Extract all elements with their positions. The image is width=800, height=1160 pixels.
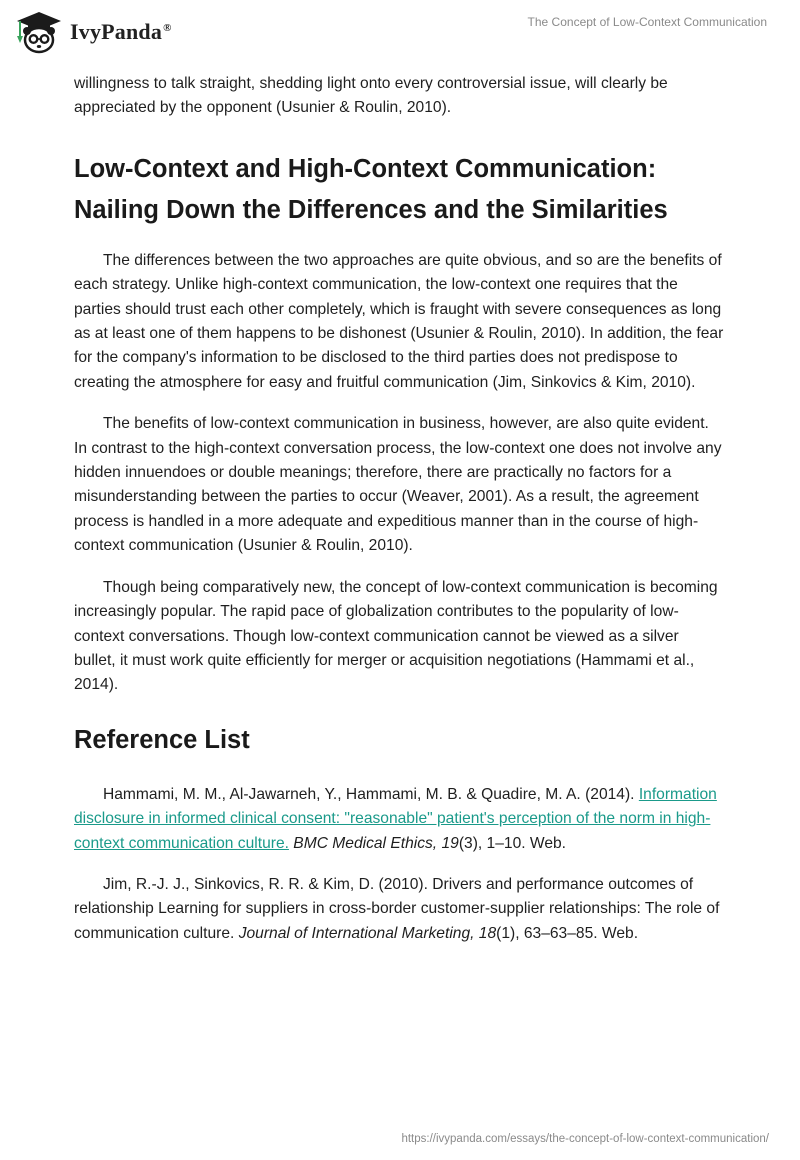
footer-url: https://ivypanda.com/essays/the-concept-of-low-context-communication/ <box>401 1133 769 1145</box>
panda-graduate-icon <box>14 10 64 54</box>
reference-tail: (1), 63–63–85. Web. <box>496 924 639 942</box>
reference-authors: Jim, R.-J. J., Sinkovics, R. R. & Kim, D. (2010). Drivers and performance outcomes of relationship Learning for suppliers in cross-border customer-supplier relationships: The role of communication culture. <box>74 875 720 942</box>
reference-journal: Journal of International Marketing, 18 <box>238 924 497 942</box>
reference-entry <box>74 873 724 946</box>
page-header <box>0 0 800 62</box>
reference-tail: (3), 1–10. Web. <box>458 834 567 852</box>
reference-entry <box>74 783 724 856</box>
body-paragraph: The benefits of low-context communication in business, however, are also quite evident. In contrast to the high-context conversation process, the low-context one does not involve any hidden innuendoes or double meanings; therefore, there are practically no factors for a misunderstanding between the parties to occur (Weaver, 2001). As a result, the agreement process is handled in a more adequate and expeditious manner than in the course of high-context communication (Usunier & Roulin, 2010). <box>74 415 722 555</box>
brand-name: IvyPanda® <box>70 19 172 44</box>
section-heading-differences: Low-Context and High-Context Communication: Nailing Down the Differences and the Similarities <box>74 154 668 224</box>
reference-authors: Hammami, M. M., Al-Jawarneh, Y., Hammami, M. B. & Quadire, M. A. (2014). <box>103 785 635 803</box>
body-paragraph: Though being comparatively new, the concept of low-context communication is becoming increasingly popular. The rapid pace of globalization contributes to the popularity of low-context conversations. Though low-context communication cannot be viewed as a silver bullet, it must work quite efficiently for merger or acquisition negotiations (Hammami et al., 2014). <box>74 578 718 694</box>
document-title: The Concept of Low-Context Communication <box>527 15 767 29</box>
reference-title-link[interactable]: Information disclosure in informed clinical consent: "reasonable" patient's perception of the norm in high-context communication culture. <box>74 785 717 852</box>
intro-paragraph: willingness to talk straight, shedding light onto every controversial issue, will clearly be appreciated by the opponent (Usunier & Roulin, 2010). <box>74 75 668 117</box>
section-heading-references: Reference List <box>74 725 250 754</box>
body-paragraph: The differences between the two approaches are quite obvious, and so are the benefits of each strategy. Unlike high-context communication, the low-context one requires that the parties should trust each other completely, which is fraught with severe consequences as long as at least one of them happens to be dishonest (Usunier & Roulin, 2010). In addition, the fear for the company's information to be disclosed to the third parties does not predispose to creating the atmosphere for easy and fruitful communication (Jim, Sinkovics & Kim, 2010). <box>74 251 724 391</box>
reference-journal: BMC Medical Ethics, 19 <box>293 834 459 852</box>
brand-logo[interactable] <box>14 10 172 54</box>
article-body <box>74 72 724 946</box>
